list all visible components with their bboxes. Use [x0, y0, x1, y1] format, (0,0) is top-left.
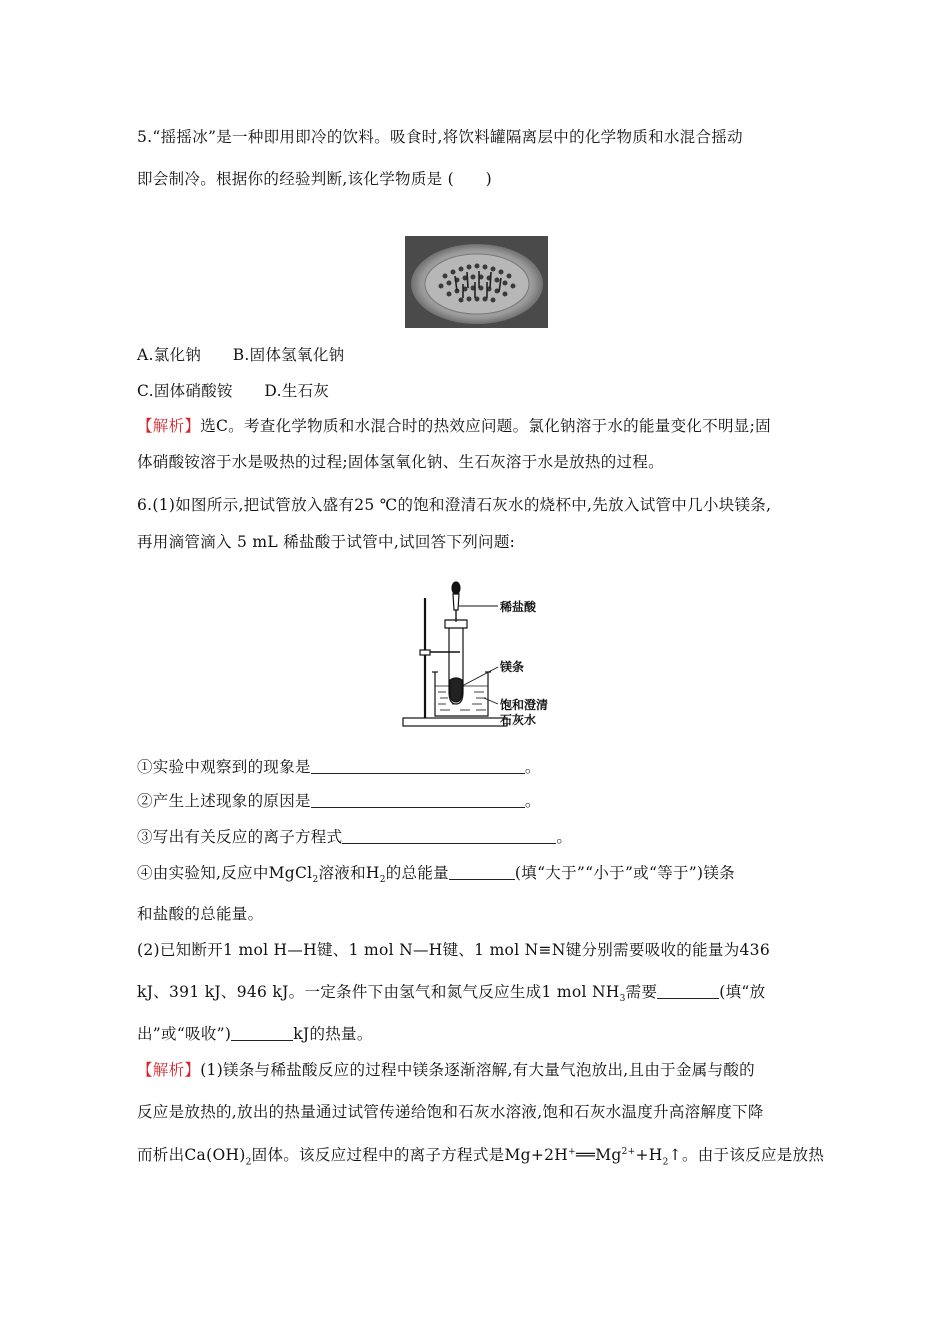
q6-answer-line-3: 而析出$Ca(OH)_2$固体。该反应过程中的离子方程式是$Mg+2H^+══Mg^{2+}+H_2↑$。由于该反应是放热 — [137, 1146, 825, 1168]
q6-item-1: ①实验中观察到的现象是 。 — [137, 758, 541, 776]
answer-tag: 【解析】 — [137, 417, 201, 435]
q6-item-2: ②产生上述现象的原因是 。 — [137, 792, 541, 810]
answer-blank — [449, 863, 515, 880]
q5-answer-line-2: 体硝酸铵溶于水是吸热的过程;固体氢氧化钠、生石灰溶于水是放热的过程。 — [137, 453, 664, 471]
label-limewater-line-1: 饱和澄清 — [500, 698, 549, 712]
answer-blank — [342, 827, 556, 844]
q6-item-3: ③写出有关反应的离子方程式 。 — [137, 828, 573, 846]
q6-part-2-line-1: (2)已知断开1 mol H—H键、1 mol N—H键、1 mol N≡N键分别需要吸收的能量为436 — [137, 941, 770, 959]
q5-options-row-1: A.氯化钠 B.固体氢氧化钠 — [137, 346, 345, 364]
q6-answer-line-1: 【解析】(1)镁条与稀盐酸反应的过程中镁条逐渐溶解,有大量气泡放出,且由于金属与酸的 — [137, 1061, 755, 1079]
q6-item-4-line-2: 和盐酸的总能量。 — [137, 905, 264, 923]
answer-blank — [657, 982, 719, 999]
q6-item-4: ④由实验知,反应中MgCl$_2$溶液和$H_2$的总能量 (填“大于”“小于”或“等于”)镁条 — [137, 864, 735, 886]
q6-intro-line-2: 再用滴管滴入 5 mL 稀盐酸于试管中,试回答下列问题: — [137, 533, 516, 551]
q5-options-row-2: C.固体硝酸铵 D.生石灰 — [137, 382, 330, 400]
q5-stem-line-1: 5.“摇摇冰”是一种即用即冷的饮料。吸食时,将饮料罐隔离层中的化学物质和水混合摇动 — [137, 128, 743, 146]
label-limewater-line-2: 石灰水 — [500, 713, 537, 727]
q6-intro-line-1: 6.(1)如图所示,把试管放入盛有25 ℃的饱和澄清石灰水的烧杯中,先放入试管中几小块镁条, — [137, 496, 772, 514]
q5-answer-line-1: 【解析】选C。考查化学物质和水混合时的热效应问题。氯化钠溶于水的能量变化不明显;固 — [137, 417, 771, 435]
q6-answer-line-2: 反应是放热的,放出的热量通过试管传递给饱和石灰水溶液,饱和石灰水温度升高溶解度下降 — [137, 1103, 764, 1121]
q6-part-2-line-3: 出”或“吸收”) kJ的热量。 — [137, 1025, 373, 1043]
q6-part-2-line-2: kJ、391 kJ、946 kJ。一定条件下由氢气和氮气反应生成1 mol $NH_3$需要 (填“放 — [137, 983, 766, 1005]
answer-blank — [311, 791, 525, 808]
label-magnesium-strip: 镁条 — [500, 660, 525, 674]
label-dilute-hcl: 稀盐酸 — [500, 600, 537, 614]
answer-tag: 【解析】 — [137, 1061, 201, 1079]
shake-ice-can-photo — [405, 236, 548, 328]
answer-blank — [311, 757, 525, 774]
answer-blank — [231, 1024, 293, 1041]
q5-stem-line-2: 即会制冷。根据你的经验判断,该化学物质是 ( ) — [137, 170, 492, 188]
